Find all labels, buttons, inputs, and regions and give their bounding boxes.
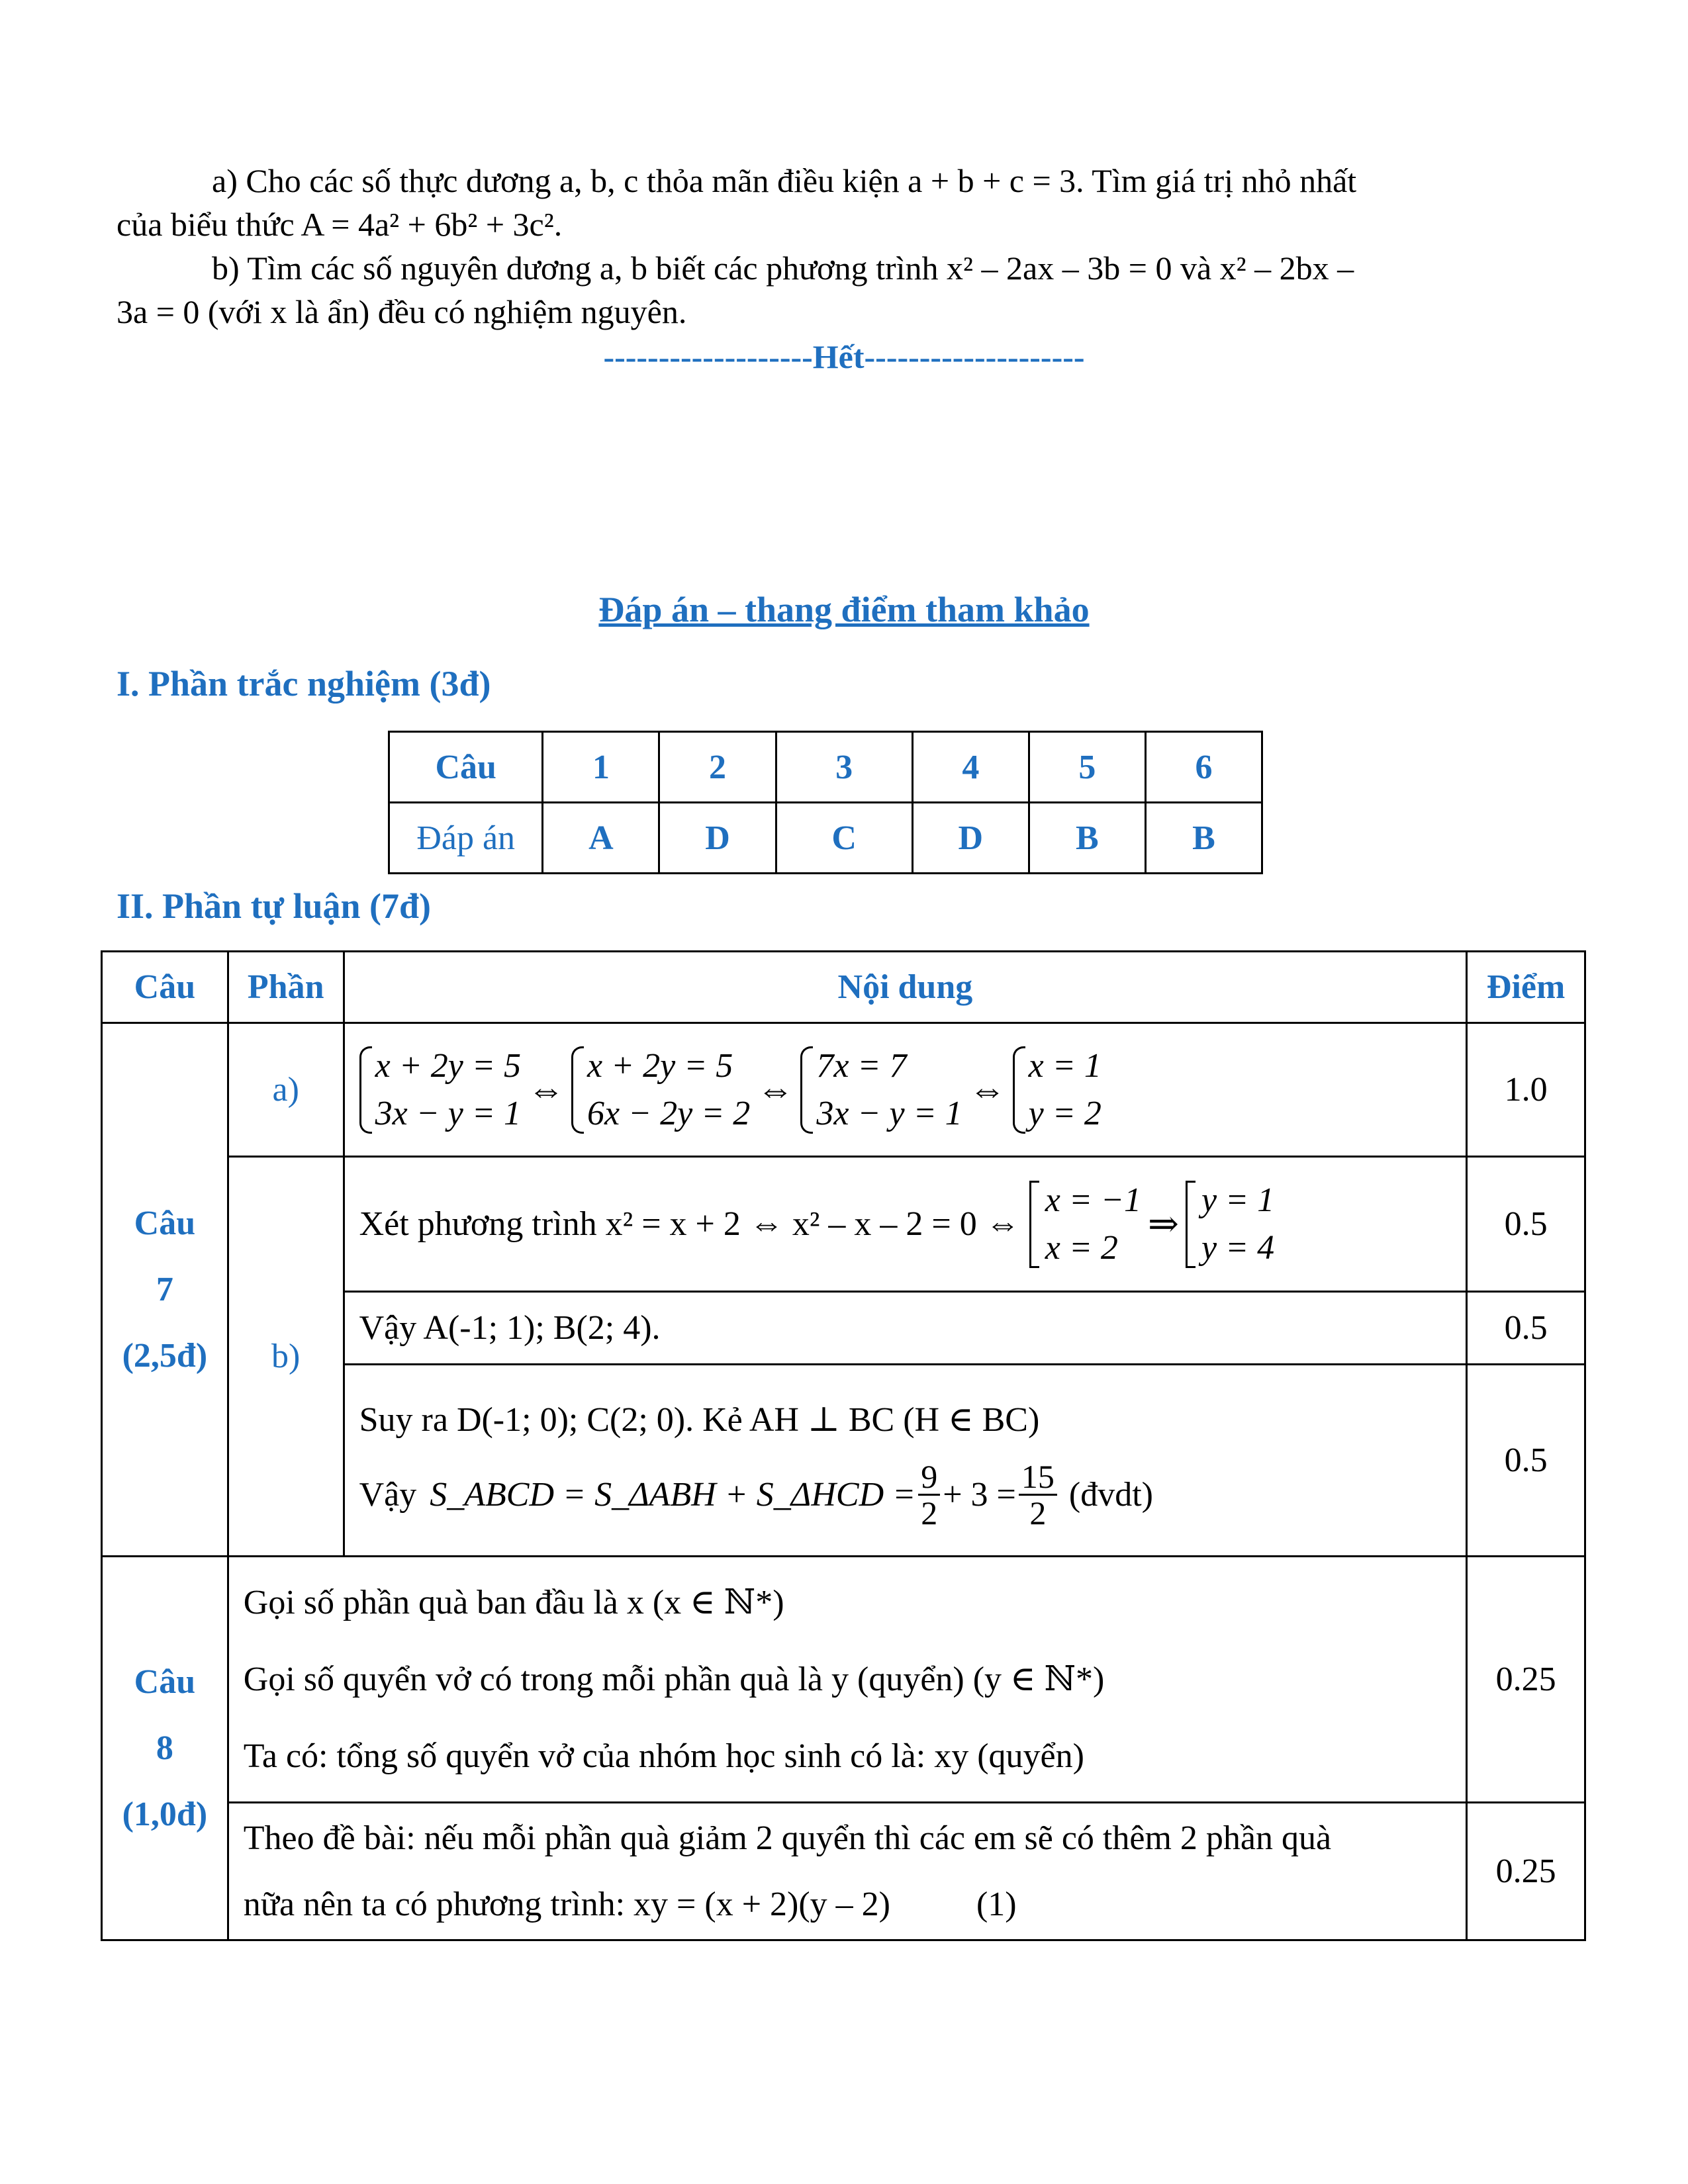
end-mark: -------------------Hết-------------------- <box>603 338 1085 375</box>
mcq-a4: D <box>912 803 1029 874</box>
mcq-question-row <box>389 732 1262 803</box>
q8-c1-line2: Gọi số quyển vở có trong mỗi phần quà là y (quyển) (y ∈ ℕ*) <box>243 1660 1105 1698</box>
q7-b3-unit: (đvdt) <box>1068 1476 1153 1514</box>
section2-heading: II. Phần tự luận (7đ) <box>117 886 432 926</box>
fraction-9-2 <box>918 1459 940 1530</box>
q7-score-b1: 0.5 <box>1467 1157 1585 1292</box>
system-2 <box>571 1042 750 1138</box>
system-3-eq2: 3x − y = 1 <box>816 1094 962 1132</box>
equivalent-arrow: ⇔ <box>527 1069 565 1111</box>
mcq-q2: 2 <box>659 732 776 803</box>
q7-b1-content <box>344 1157 1467 1292</box>
system-4 <box>1013 1042 1102 1138</box>
q7-a-content <box>344 1023 1467 1157</box>
q7-part-a: a) <box>228 1023 344 1157</box>
essay-header-row <box>102 952 1585 1023</box>
mcq-table <box>388 731 1263 874</box>
q8-row-1 <box>102 1557 1585 1803</box>
q8-score-2: 0.25 <box>1467 1803 1585 1940</box>
q7-label-line3: (2,5đ) <box>122 1336 208 1375</box>
system-1-eq2: 3x − y = 1 <box>375 1094 521 1132</box>
q8-label <box>102 1557 228 1940</box>
system-1 <box>359 1042 521 1138</box>
area-formula: S_ABCD = S_ΔABH + S_ΔHCD = <box>430 1476 916 1514</box>
q8-content-2 <box>228 1803 1466 1940</box>
essay-table <box>101 950 1586 1941</box>
mcq-q6: 6 <box>1145 732 1262 803</box>
mcq-label-question: Câu <box>389 732 543 803</box>
solution-set-x <box>1029 1177 1141 1272</box>
fraction-denominator: 2 <box>1029 1494 1047 1531</box>
q8-label-line2: 8 <box>156 1729 173 1767</box>
q7-b1-text: Xét phương trình x² = x + 2 ⇔ x² – x – 2 = 0 ⇔ <box>359 1205 1020 1243</box>
answer-title: Đáp án – thang điểm tham khảo <box>598 590 1090 629</box>
solution-x2: x = 2 <box>1045 1228 1118 1267</box>
mcq-a1: A <box>543 803 659 874</box>
solution-y2: y = 4 <box>1201 1228 1275 1267</box>
q7-score-b3: 0.5 <box>1467 1365 1585 1557</box>
q7-b3-content <box>344 1365 1467 1557</box>
q7-part-b: b) <box>228 1157 344 1557</box>
system-3 <box>800 1042 962 1138</box>
fraction-15-2 <box>1019 1459 1057 1530</box>
mcq-answer-row <box>389 803 1262 874</box>
mcq-q4: 4 <box>912 732 1029 803</box>
q7-row-b1 <box>102 1157 1585 1292</box>
q7-b3-mid: + 3 = <box>943 1476 1016 1514</box>
system-2-eq2: 6x − 2y = 2 <box>586 1094 751 1132</box>
system-4-eq2: y = 2 <box>1028 1094 1102 1132</box>
problem-b-line1: b) Tìm các số nguyên dương a, b biết các phương trình x² – 2ax – 3b = 0 và x² – 2bx – <box>212 250 1354 287</box>
mcq-a2: D <box>659 803 776 874</box>
section1-heading: I. Phần trắc nghiệm (3đ) <box>117 664 491 704</box>
equivalent-arrow: ⇔ <box>968 1069 1006 1111</box>
header-question: Câu <box>102 952 228 1023</box>
problem-a-line2: của biểu thức A = 4a² + 6b² + 3c². <box>117 206 563 243</box>
system-2-eq1: x + 2y = 5 <box>586 1046 733 1085</box>
mcq-label-answer: Đáp án <box>389 803 543 874</box>
q7-label <box>102 1023 228 1557</box>
fraction-numerator: 15 <box>1019 1459 1057 1496</box>
header-score: Điểm <box>1467 952 1585 1023</box>
q8-label-line1: Câu <box>134 1662 196 1701</box>
q8-score-1: 0.25 <box>1467 1557 1585 1803</box>
header-part: Phần <box>228 952 344 1023</box>
mcq-a3: C <box>776 803 912 874</box>
q7-b2-content: Vậy A(-1; 1); B(2; 4). <box>344 1292 1467 1365</box>
fraction-numerator: 9 <box>918 1459 940 1496</box>
mcq-q3: 3 <box>776 732 912 803</box>
mcq-a5: B <box>1029 803 1145 874</box>
solution-y1: y = 1 <box>1201 1181 1275 1219</box>
q8-row-2 <box>102 1803 1585 1940</box>
equivalent-arrow: ⇔ <box>757 1069 794 1111</box>
q7-score-a: 1.0 <box>1467 1023 1585 1157</box>
system-4-eq1: x = 1 <box>1028 1046 1102 1085</box>
q7-b3-line1: Suy ra D(-1; 0); C(2; 0). Kẻ AH ⊥ BC (H ∈ BC) <box>359 1401 1040 1439</box>
fraction-denominator: 2 <box>921 1494 938 1531</box>
q8-c2-line1: Theo đề bài: nếu mỗi phần quà giảm 2 quyển thì các em sẽ có thêm 2 phần quà <box>243 1819 1332 1857</box>
q8-c1-line1: Gọi số phần quà ban đầu là x (x ∈ ℕ*) <box>243 1583 784 1621</box>
header-content: Nội dung <box>344 952 1467 1023</box>
system-1-eq1: x + 2y = 5 <box>375 1046 521 1085</box>
system-3-eq1: 7x = 7 <box>816 1046 907 1085</box>
problem-a-line1: a) Cho các số thực dương a, b, c thỏa mãn điều kiện a + b + c = 3. Tìm giá trị nhỏ nhất <box>212 162 1357 199</box>
q7-label-line2: 7 <box>156 1270 173 1308</box>
mcq-q5: 5 <box>1029 732 1145 803</box>
q7-label-line1: Câu <box>134 1204 196 1242</box>
problem-b-line2: 3a = 0 (với x là ẩn) đều có nghiệm nguyên. <box>117 293 687 330</box>
q8-content-1 <box>228 1557 1466 1803</box>
q7-score-b2: 0.5 <box>1467 1292 1585 1365</box>
solution-set-y <box>1186 1177 1274 1272</box>
mcq-q1: 1 <box>543 732 659 803</box>
implies-arrow: ⇒ <box>1148 1204 1179 1245</box>
q7-row-a <box>102 1023 1585 1157</box>
q8-c1-line3: Ta có: tổng số quyển vở của nhóm học sinh có là: xy (quyển) <box>243 1737 1084 1775</box>
q8-label-line3: (1,0đ) <box>122 1795 208 1833</box>
q8-c2-line2: nữa nên ta có phương trình: xy = (x + 2)(y – 2) (1) <box>243 1885 1017 1923</box>
mcq-a6: B <box>1145 803 1262 874</box>
q7-b3-prefix: Vậy <box>359 1476 417 1514</box>
solution-x1: x = −1 <box>1045 1181 1142 1219</box>
